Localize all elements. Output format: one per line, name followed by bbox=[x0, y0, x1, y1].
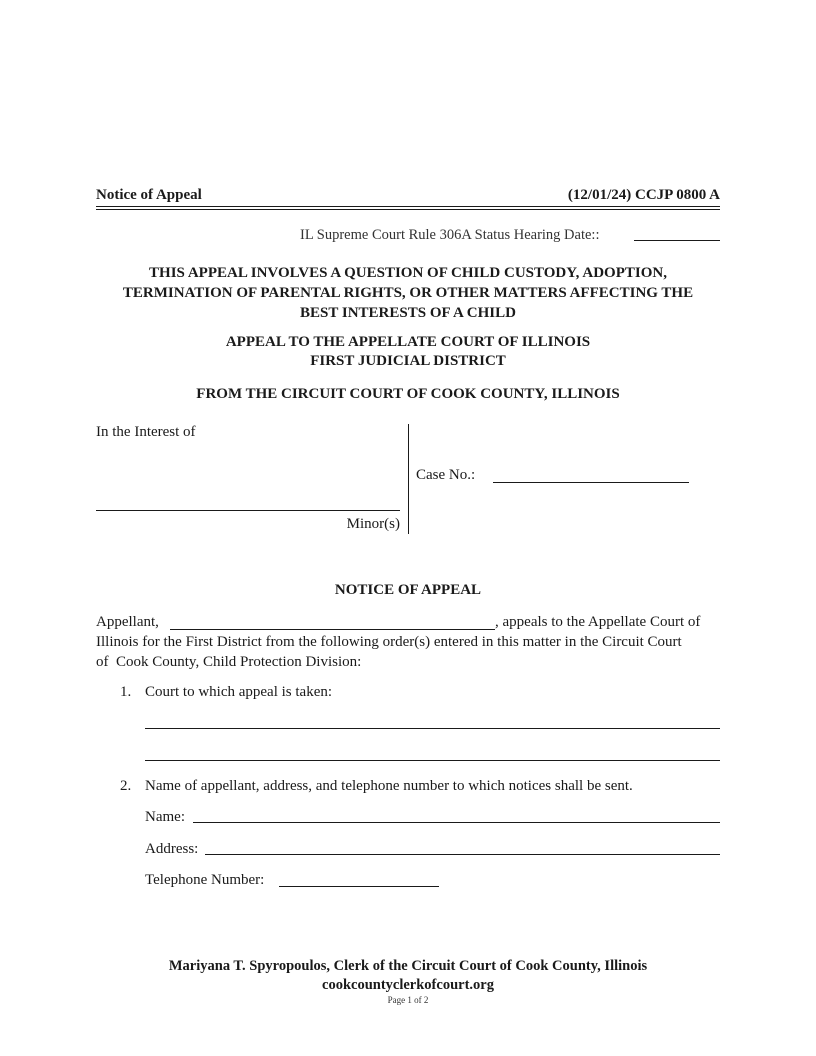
form-code: (12/01/24) CCJP 0800 A bbox=[567, 187, 720, 203]
case-number-field[interactable] bbox=[493, 482, 689, 483]
telephone-field[interactable] bbox=[279, 886, 439, 887]
item-1-text: Court to which appeal is taken: bbox=[145, 684, 333, 700]
form-title: Notice of Appeal bbox=[96, 187, 202, 203]
body-line-2: Illinois for the First District from the following order(s) entered in this matter in the Circuit Court bbox=[96, 634, 682, 650]
circuit-court-heading: FROM THE CIRCUIT COURT OF COOK COUNTY, ILLINOIS bbox=[196, 386, 620, 402]
appellant-suffix: , appeals to the Appellate Court of bbox=[495, 614, 701, 630]
header-rule-top bbox=[96, 206, 720, 207]
name-label: Name: bbox=[145, 809, 185, 825]
address-label: Address: bbox=[145, 841, 199, 857]
footer-website: cookcountyclerkofcourt.org bbox=[322, 977, 494, 993]
minor-name-field[interactable] bbox=[96, 510, 400, 511]
item-2-text: Name of appellant, address, and telephone number to which notices shall be sent. bbox=[145, 778, 633, 794]
case-number-label: Case No.: bbox=[416, 467, 476, 483]
court-field-line-2[interactable] bbox=[145, 760, 720, 761]
child-notice-line-3: BEST INTERESTS OF A CHILD bbox=[300, 305, 516, 321]
status-hearing-date-field[interactable] bbox=[634, 240, 720, 241]
page-number: Page 1 of 2 bbox=[387, 995, 429, 1005]
appellate-court-line-2: FIRST JUDICIAL DISTRICT bbox=[310, 353, 506, 369]
notice-of-appeal-title: NOTICE OF APPEAL bbox=[334, 582, 482, 598]
minor-label: Minor(s) bbox=[346, 516, 400, 532]
header-rule-bottom bbox=[96, 209, 720, 210]
appellant-prefix: Appellant, bbox=[96, 614, 159, 630]
address-field[interactable] bbox=[205, 854, 720, 855]
footer-clerk: Mariyana T. Spyropoulos, Clerk of the Circuit Court of Cook County, Illinois bbox=[168, 958, 648, 974]
child-notice-line-1: THIS APPEAL INVOLVES A QUESTION OF CHILD CUSTODY, ADOPTION, bbox=[149, 265, 667, 281]
item-2-number: 2. bbox=[120, 778, 132, 794]
appellant-name-field[interactable] bbox=[170, 629, 495, 630]
telephone-label: Telephone Number: bbox=[145, 872, 265, 888]
child-notice-line-2: TERMINATION OF PARENTAL RIGHTS, OR OTHER MATTERS AFFECTING THE bbox=[122, 285, 694, 301]
court-field-line-1[interactable] bbox=[145, 728, 720, 729]
name-field[interactable] bbox=[193, 822, 720, 823]
appellate-court-heading bbox=[96, 333, 720, 371]
appellate-court-line-1: APPEAL TO THE APPELLATE COURT OF ILLINOIS bbox=[225, 334, 591, 350]
child-matter-notice bbox=[96, 263, 720, 323]
status-hearing-label: IL Supreme Court Rule 306A Status Hearing Date:: bbox=[300, 227, 600, 243]
in-the-interest-label: In the Interest of bbox=[96, 424, 196, 440]
item-1-number: 1. bbox=[120, 684, 132, 700]
caption-divider bbox=[408, 424, 409, 534]
body-line-3: of Cook County, Child Protection Division: bbox=[96, 654, 362, 670]
